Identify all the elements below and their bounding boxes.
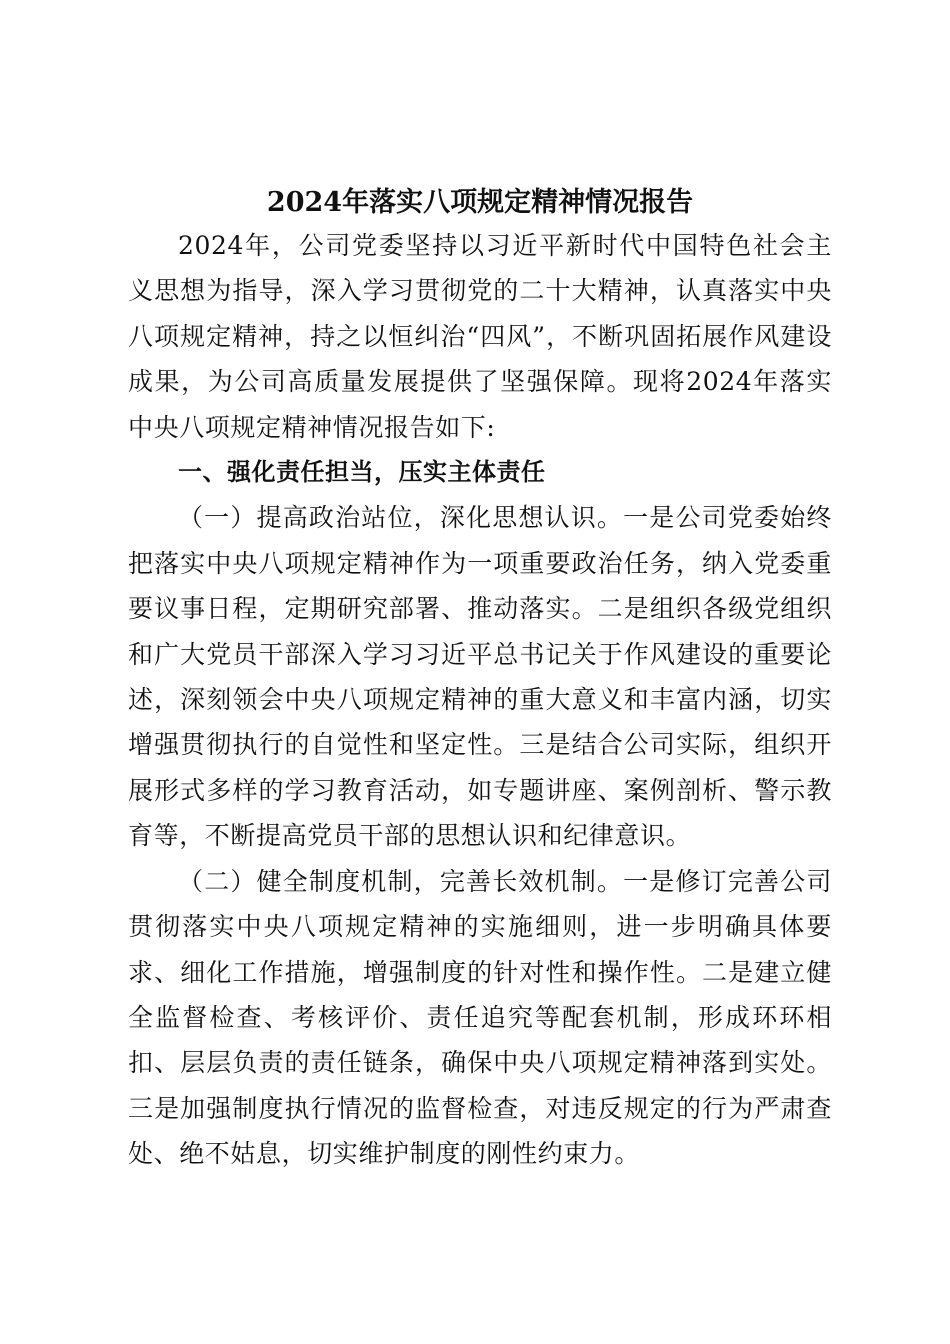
subsection-paragraph-2: （二）健全制度机制，完善长效机制。一是修订完善公司贯彻落实中央八项规定精神的实施细则，进一步明确具体要求、细化工作措施，增强制度的针对性和操作性。二是建立健全监督检查、考核评价、责任追究等配套机制，形成环环相扣、层层负责的责任链条，确保中央八项规定精神落到实处。三是加强制度执行情况的监督检查，对违反规定的行为严肃查处、绝不姑息，切实维护制度的刚性约束力。 [128,866,832,1169]
document-content [128,183,832,1177]
subsection-paragraph-1: （一）提高政治站位，深化思想认识。一是公司党委始终把落实中央八项规定精神作为一项重要政治任务，纳入党委重要议事日程，定期研究部署、推动落实。二是组织各级党组织和广大党员干部深入学习习近平总书记关于作风建设的重要论述，深刻领会中央八项规定精神的重大意义和丰富内涵，切实增强贯彻执行的自觉性和坚定性。三是结合公司实际，组织开展形式多样的学习教育活动，如专题讲座、案例剖析、警示教育等，不断提高党员干部的思想认识和纪律意识。 [128,503,832,851]
intro-paragraph: 2024年，公司党委坚持以习近平新时代中国特色社会主义思想为指导，深入学习贯彻党的二十大精神，认真落实中央八项规定精神，持之以恒纠治“四风”，不断巩固拓展作风建设成果，为公司高质量发展提供了坚强保障。现将2024年落实中央八项规定精神情况报告如下: [128,231,832,442]
document-title: 2024年落实八项规定精神情况报告 [266,187,694,218]
section-heading: 一、强化责任担当，压实主体责任 [178,458,546,487]
